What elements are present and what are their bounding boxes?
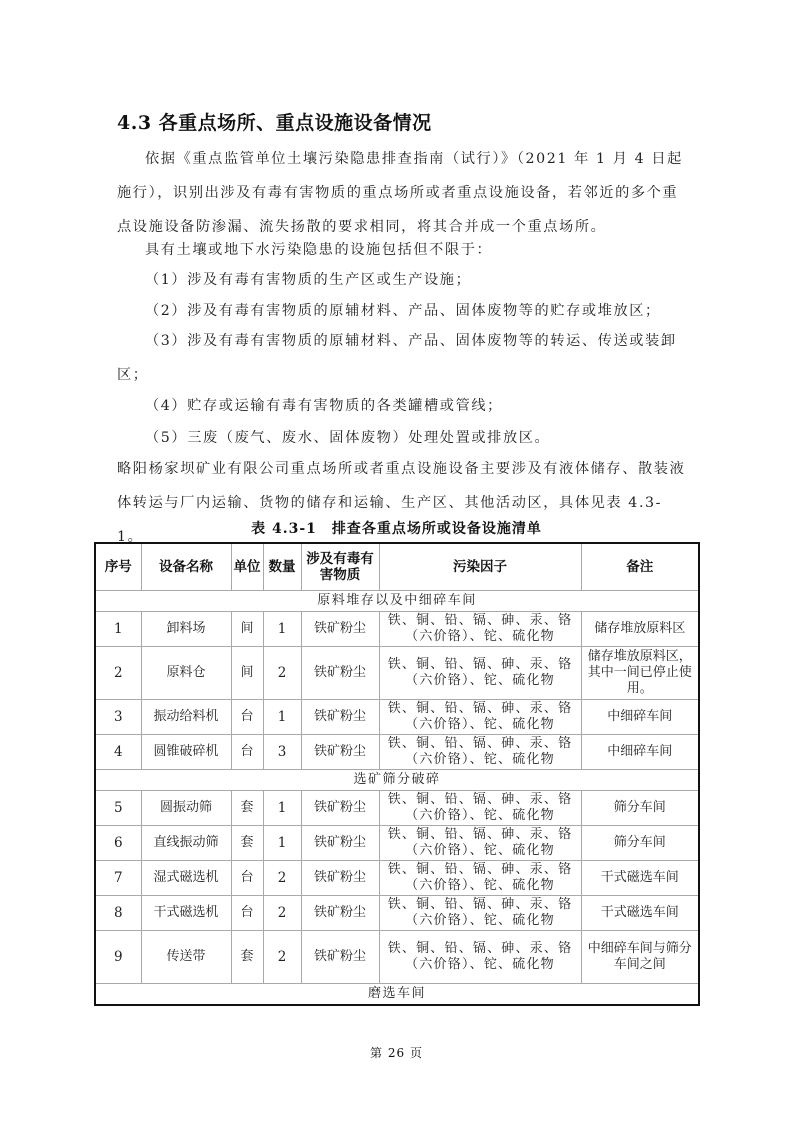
cell-remark: 筛分车间 — [581, 791, 699, 826]
cell-substance: 铁矿粉尘 — [301, 931, 379, 984]
cell-substance: 铁矿粉尘 — [301, 791, 379, 826]
cell-substance: 铁矿粉尘 — [301, 647, 379, 700]
cell-pollutants: 铁、铜、铅、镉、砷、汞、铬（六价铬）、铊、硫化物 — [379, 896, 581, 931]
cell-substance: 铁矿粉尘 — [301, 861, 379, 896]
cell-unit: 台 — [231, 861, 263, 896]
cell-unit: 台 — [231, 896, 263, 931]
cell-qty: 1 — [263, 700, 301, 735]
header-qty: 数量 — [263, 543, 301, 591]
cell-unit: 套 — [231, 791, 263, 826]
header-name: 设备名称 — [141, 543, 231, 591]
cell-qty: 1 — [263, 826, 301, 861]
cell-qty: 1 — [263, 791, 301, 826]
facilities-lead-paragraph: 具有土壤或地下水污染隐患的设施包括但不限于： — [145, 242, 493, 258]
cell-pollutants: 铁、铜、铅、镉、砷、汞、铬（六价铬）、铊、硫化物 — [379, 791, 581, 826]
cell-qty: 2 — [263, 931, 301, 984]
cell-substance: 铁矿粉尘 — [301, 612, 379, 647]
cell-pollutants: 铁、铜、铅、镉、砷、汞、铬（六价铬）、铊、硫化物 — [379, 861, 581, 896]
cell-unit: 台 — [231, 700, 263, 735]
section-heading: 4.3 各重点场所、重点设施设备情况 — [117, 112, 432, 134]
cell-remark: 干式磁选车间 — [581, 896, 699, 931]
cell-pollutants: 铁、铜、铅、镉、砷、汞、铬（六价铬）、铊、硫化物 — [379, 700, 581, 735]
table-row — [95, 612, 699, 647]
section-title: 原料堆存以及中细碎车间 — [95, 591, 699, 612]
section-title: 选矿筛分破碎 — [95, 770, 699, 791]
table-row — [95, 931, 699, 984]
cell-no: 6 — [95, 826, 141, 861]
cell-unit: 套 — [231, 826, 263, 861]
list-item: （5）三废（废气、废水、固体废物）处理处置或排放区。 — [145, 430, 551, 446]
cell-qty: 1 — [263, 612, 301, 647]
header-substance: 涉及有毒有害物质 — [301, 543, 379, 591]
cell-remark: 筛分车间 — [581, 826, 699, 861]
cell-unit: 间 — [231, 612, 263, 647]
cell-qty: 2 — [263, 647, 301, 700]
cell-name: 直线振动筛 — [141, 826, 231, 861]
cell-substance: 铁矿粉尘 — [301, 700, 379, 735]
cell-pollutants: 铁、铜、铅、镉、砷、汞、铬（六价铬）、铊、硫化物 — [379, 826, 581, 861]
cell-remark: 干式磁选车间 — [581, 861, 699, 896]
list-item: （1）涉及有毒有害物质的生产区或生产设施； — [145, 272, 472, 288]
cell-remark: 中细碎车间 — [581, 700, 699, 735]
cell-qty: 2 — [263, 896, 301, 931]
header-no: 序号 — [95, 543, 141, 591]
cell-no: 8 — [95, 896, 141, 931]
cell-name: 圆锥破碎机 — [141, 735, 231, 770]
cell-pollutants: 铁、铜、铅、镉、砷、汞、铬（六价铬）、铊、硫化物 — [379, 647, 581, 700]
cell-name: 干式磁选机 — [141, 896, 231, 931]
cell-qty: 2 — [263, 861, 301, 896]
cell-remark: 储存堆放原料区 — [581, 612, 699, 647]
list-item: （3）涉及有毒有害物质的原辅材料、产品、固体废物等的转运、传送或装卸区； — [117, 333, 677, 383]
cell-pollutants: 铁、铜、铅、镉、砷、汞、铬（六价铬）、铊、硫化物 — [379, 612, 581, 647]
facility-table — [94, 542, 700, 1006]
cell-no: 9 — [95, 931, 141, 984]
cell-unit: 套 — [231, 931, 263, 984]
cell-no: 7 — [95, 861, 141, 896]
cell-remark: 中细碎车间与筛分车间之间 — [581, 931, 699, 984]
cell-substance: 铁矿粉尘 — [301, 896, 379, 931]
cell-substance: 铁矿粉尘 — [301, 735, 379, 770]
cell-name: 卸料场 — [141, 612, 231, 647]
cell-name: 振动给料机 — [141, 700, 231, 735]
table-row — [95, 861, 699, 896]
page-number: 第 26 页 — [370, 1046, 423, 1060]
table-header-row — [95, 543, 699, 591]
table-row — [95, 826, 699, 861]
cell-name: 原料仓 — [141, 647, 231, 700]
summary-paragraph: 略阳杨家坝矿业有限公司重点场所或者重点设施设备主要涉及有液体储存、散装液体转运与厂内运输、货物的储存和运输、生产区、其他活动区，具体见表 4.3-1。 — [117, 461, 686, 545]
section-row — [95, 591, 699, 612]
cell-unit: 台 — [231, 735, 263, 770]
cell-no: 2 — [95, 647, 141, 700]
cell-no: 4 — [95, 735, 141, 770]
cell-remark: 储存堆放原料区，其中一间已停止使用。 — [581, 647, 699, 700]
list-item: （4）贮存或运输有毒有害物质的各类罐槽或管线； — [145, 398, 503, 414]
table-row — [95, 896, 699, 931]
table-row — [95, 647, 699, 700]
header-pollutants: 污染因子 — [379, 543, 581, 591]
cell-name: 圆振动筛 — [141, 791, 231, 826]
section-row — [95, 770, 699, 791]
cell-pollutants: 铁、铜、铅、镉、砷、汞、铬（六价铬）、铊、硫化物 — [379, 931, 581, 984]
cell-name: 湿式磁选机 — [141, 861, 231, 896]
table-row — [95, 735, 699, 770]
cell-name: 传送带 — [141, 931, 231, 984]
section-title: 磨选车间 — [95, 984, 699, 1006]
cell-pollutants: 铁、铜、铅、镉、砷、汞、铬（六价铬）、铊、硫化物 — [379, 735, 581, 770]
header-remark: 备注 — [581, 543, 699, 591]
cell-no: 3 — [95, 700, 141, 735]
section-row — [95, 984, 699, 1006]
cell-no: 1 — [95, 612, 141, 647]
cell-qty: 3 — [263, 735, 301, 770]
cell-remark: 中细碎车间 — [581, 735, 699, 770]
cell-substance: 铁矿粉尘 — [301, 826, 379, 861]
header-unit: 单位 — [231, 543, 263, 591]
table-caption: 表 4.3-1 排查各重点场所或设备设施清单 — [251, 521, 542, 537]
intro-paragraph: 依据《重点监管单位土壤污染隐患排查指南（试行）》（2021 年 1 月 4 日起施行），识别出涉及有毒有害物质的重点场所或者重点设施设备，若邻近的多个重点设施设备防渗漏、流失扬散的要求相同，将其合并成一个重点场所。 — [117, 151, 683, 235]
table-row — [95, 791, 699, 826]
cell-unit: 间 — [231, 647, 263, 700]
cell-no: 5 — [95, 791, 141, 826]
list-item: （2）涉及有毒有害物质的原辅材料、产品、固体废物等的贮存或堆放区； — [145, 303, 661, 319]
table-row — [95, 700, 699, 735]
